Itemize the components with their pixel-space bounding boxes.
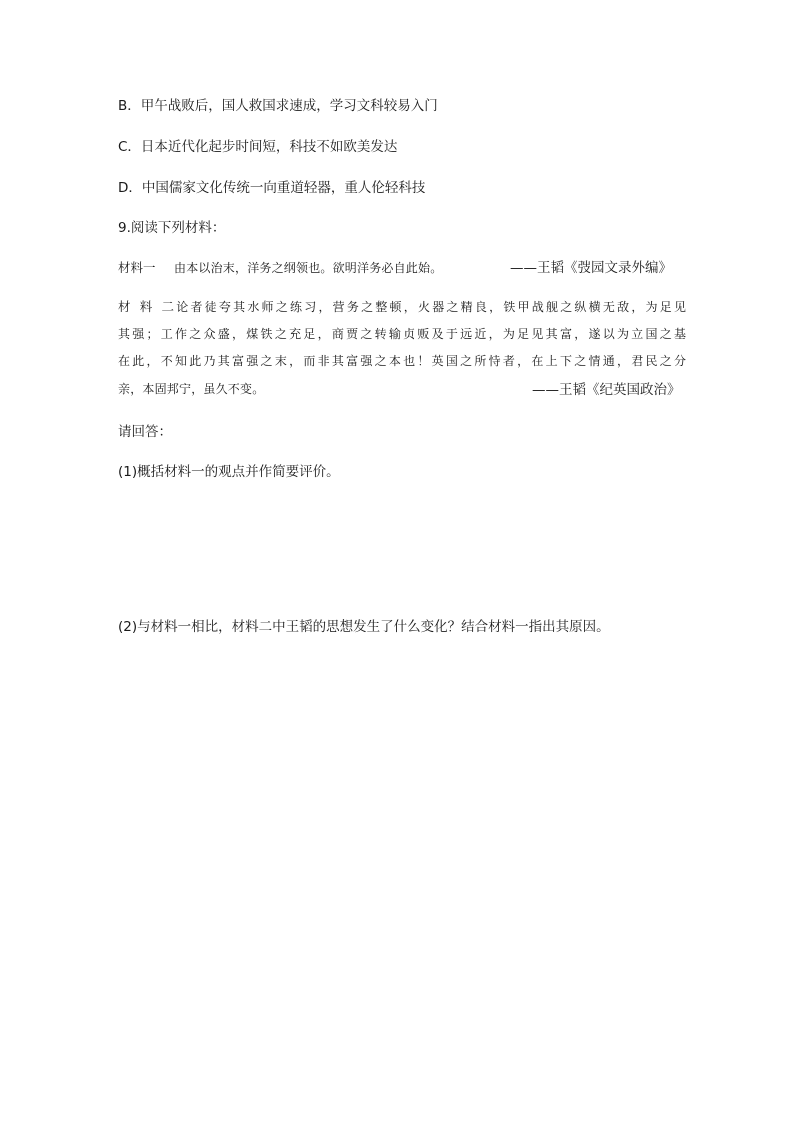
sub-question-1: (1)概括材料一的观点并作简要评价。: [118, 464, 340, 480]
material-2-text-line-1: 论者徒夸其水师之练习，营务之整顿，火器之精良，铁甲战舰之纵横无敌，为足见: [174, 300, 686, 314]
material-1-label: 材料一: [118, 260, 156, 275]
question-9-stem: 9.阅读下列材料：: [118, 220, 226, 236]
answer-prompt: 请回答：: [118, 424, 172, 440]
material-2-line-2: 其强；工作之众盛，煤铁之充足，商贾之转输贞贩及于远近，为足见其富，遂以为立国之基: [118, 327, 686, 341]
material-2-source: ——王韬《纪英国政治》: [532, 382, 681, 398]
material-2-line-1: [118, 298, 686, 316]
material-2-line-4: 亲，本固邦宁，虽久不变。: [118, 382, 265, 396]
material-1-text: 由本以治末，洋务之纲领也。欲明洋务必自此始。: [174, 261, 443, 275]
material-2-line-3: 在此，不知此乃其富强之末，而非其富强之本也！英国之所恃者，在上下之情通，君民之分: [118, 354, 686, 368]
material-2-label: 材料二: [118, 299, 174, 314]
option-b: B．甲午战败后，国人救国求速成，学习文科较易入门: [118, 98, 438, 114]
material-1: [118, 259, 442, 277]
sub-question-2: (2)与材料一相比，材料二中王韬的思想发生了什么变化？结合材料一指出其原因。: [118, 619, 610, 635]
material-1-source: ——王韬《弢园文录外编》: [510, 260, 672, 276]
option-c: C．日本近代化起步时间短，科技不如欧美发达: [118, 139, 398, 155]
option-d: D．中国儒家文化传统一向重道轻器，重人伦轻科技: [118, 180, 426, 196]
